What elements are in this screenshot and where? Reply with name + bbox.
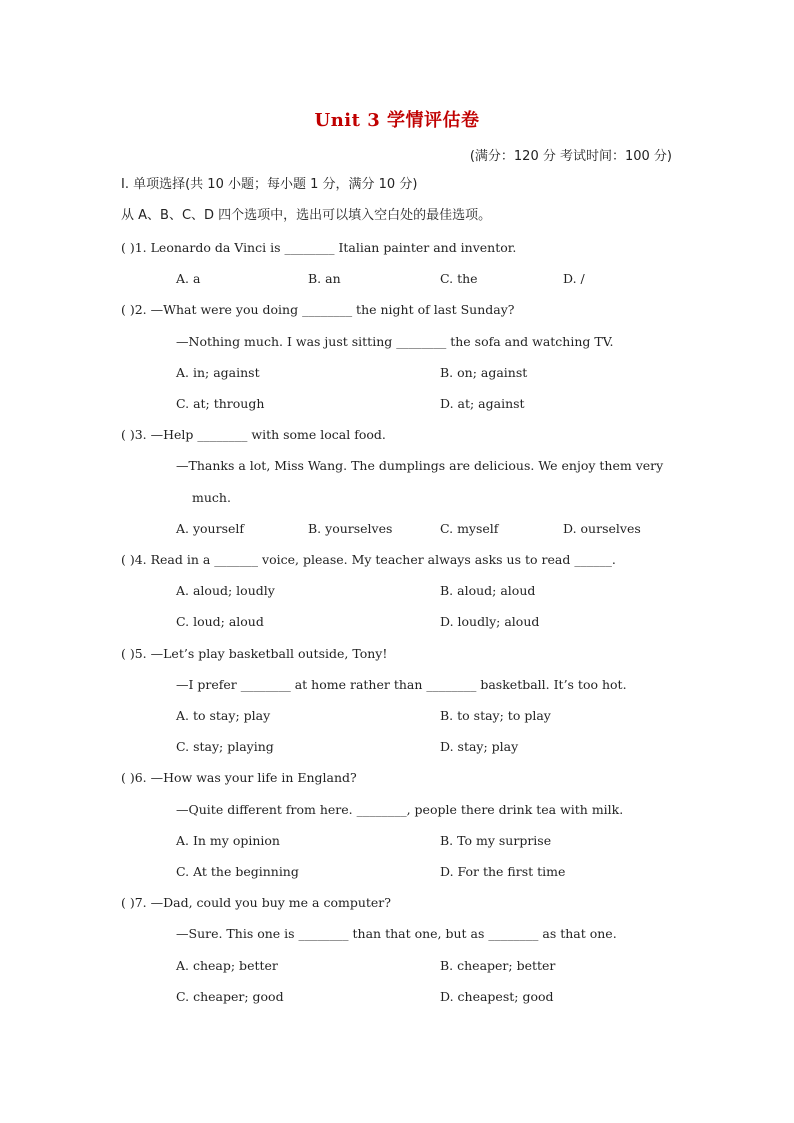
q3-option-c: C. myself [440, 521, 499, 536]
question-5-reply: —I prefer ________ at home rather than ________ basketball. It’s too hot. [176, 677, 627, 692]
question-6-reply: —Quite different from here. ________, people there drink tea with milk. [176, 802, 624, 817]
q2-option-a: A. in; against [176, 365, 260, 380]
question-6-stem: ( )6. —How was your life in England? [121, 770, 357, 785]
q1-option-a: A. a [176, 271, 201, 286]
q2-option-c: C. at; through [176, 396, 265, 411]
question-1-stem: ( )1. Leonardo da Vinci is ________ Italian painter and inventor. [121, 240, 517, 255]
q3-option-b: B. yourselves [308, 521, 393, 536]
q4-option-a: A. aloud; loudly [176, 583, 275, 598]
q6-option-c: C. At the beginning [176, 864, 299, 879]
section-heading: I. 单项选择(共 10 小题；每小题 1 分，满分 10 分) [121, 177, 418, 192]
q2-option-d: D. at; against [440, 396, 525, 411]
question-7-stem: ( )7. —Dad, could you buy me a computer? [121, 895, 391, 910]
question-3-reply-cont: much. [192, 490, 231, 505]
q7-option-d: D. cheapest; good [440, 989, 554, 1004]
question-5-stem: ( )5. —Let’s play basketball outside, Tony! [121, 646, 388, 661]
q3-option-d: D. ourselves [563, 521, 641, 536]
q5-option-c: C. stay; playing [176, 739, 274, 754]
exam-title: Unit 3 学情评估卷 [314, 110, 480, 131]
question-7-reply: —Sure. This one is ________ than that one, but as ________ as that one. [176, 926, 617, 941]
q7-option-c: C. cheaper; good [176, 989, 284, 1004]
q6-option-b: B. To my surprise [440, 833, 552, 848]
q4-option-b: B. aloud; aloud [440, 583, 536, 598]
question-2-stem: ( )2. —What were you doing ________ the night of last Sunday? [121, 302, 515, 317]
question-3-reply: —Thanks a lot, Miss Wang. The dumplings are delicious. We enjoy them very [176, 458, 664, 473]
q1-option-d: D. / [563, 271, 585, 286]
q1-option-b: B. an [308, 271, 341, 286]
q4-option-c: C. loud; aloud [176, 614, 264, 629]
q2-option-b: B. on; against [440, 365, 528, 380]
question-4-stem: ( )4. Read in a _______ voice, please. My teacher always asks us to read ______. [121, 552, 616, 567]
q6-option-a: A. In my opinion [176, 833, 280, 848]
question-2-reply: —Nothing much. I was just sitting ________ the sofa and watching TV. [176, 334, 614, 349]
q7-option-a: A. cheap; better [176, 958, 278, 973]
q5-option-d: D. stay; play [440, 739, 519, 754]
q6-option-d: D. For the first time [440, 864, 566, 879]
q5-option-a: A. to stay; play [176, 708, 271, 723]
question-3-stem: ( )3. —Help ________ with some local food. [121, 427, 386, 442]
q1-option-c: C. the [440, 271, 478, 286]
score-time-info: (满分：120 分 考试时间：100 分) [469, 149, 672, 164]
q3-option-a: A. yourself [176, 521, 245, 536]
q7-option-b: B. cheaper; better [440, 958, 556, 973]
section-instruction: 从 A、B、C、D 四个选项中，选出可以填入空白处的最佳选项。 [121, 208, 492, 223]
q5-option-b: B. to stay; to play [440, 708, 551, 723]
q4-option-d: D. loudly; aloud [440, 614, 540, 629]
